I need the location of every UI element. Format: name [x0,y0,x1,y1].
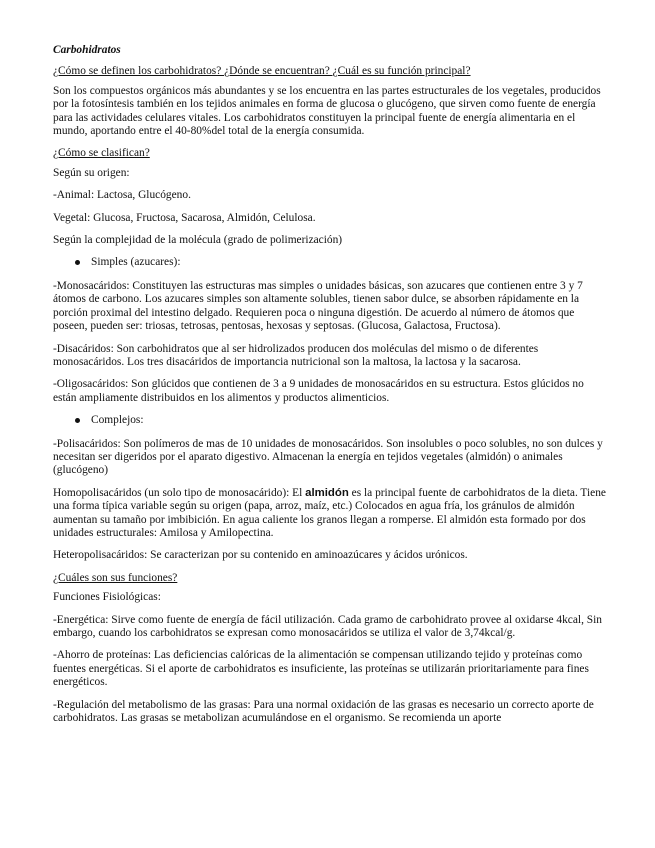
bullet-icon [75,260,80,265]
document-title: Carbohidratos [53,44,121,56]
paragraph-oligosaccharides: -Oligosacáridos: Son glúcidos que contienen de 3 a 9 unidades de monosacáridos en su estructura. Estos glúcidos no están ampliamente distribuidos en los alimentos y productos alimenticios. [53,378,584,404]
bullet-simple-label: Simples (azucares): [91,256,181,269]
paragraph-homopolysaccharides [53,487,606,541]
homo-text-start: Homopolisacáridos (un solo tipo de monosacárido): El [53,486,306,499]
text-physiological-functions: Funciones Fisiológicas: [53,591,161,604]
paragraph-protein-sparing: -Ahorro de proteínas: Las deficiencias calóricas de la alimentación se compensan utilizando tejido y proteínas como fuentes energéticas. Si el aporte de carbohidratos es insuficiente, las proteínas se utilizarán prioritariamente para fines energéticos. [53,649,589,689]
document-page [53,44,606,734]
paragraph-monosaccharides: -Monosacáridos: Constituyen las estructuras mas simples o unidades básicas, son azucares que contienen entre 3 y 7 átomos de carbono. Los azucares simples son altamente solubles, tienen sabor dulce, se absorben rápidamente en la porción proximal del intestino delgado. Requieren poca o ninguna digestión. De acuerdo al número de átomos que poseen, pueden ser: triosas, tetrosas, pentosas, hexosas y septosas. (Glucosa, Galactosa, Fructosa). [53,279,583,333]
paragraph-definition: Son los compuestos orgánicos más abundantes y se los encuentra en las partes estructurales de los vegetales, producidos por la fotosíntesis también en los tejidos animales en forma de glucosa o glucógeno, que sirven como fuente de energía para las actividades celulares vitales. Los carbohidratos constituyen la principal fuente de energía alimentaria en el mundo, aportando entre el 40-80%del total de la energía consumida. [53,84,601,138]
paragraph-disaccharides: -Disacáridos: Son carbohidratos que al ser hidrolizados producen dos moléculas del mismo o de diferentes monosacáridos. Los tres disacáridos de importancia nutricional son la maltosa, la lactosa y la sacarosa. [53,342,539,368]
paragraph-energetic: -Energética: Sirve como fuente de energía de fácil utilización. Cada gramo de carbohidrato provee al oxidarse 4kcal, Sin embargo, cuando los carbohidratos se expresan como monosacáridos se utiliza el valor de 3,74kcal/g. [53,613,602,639]
bullet-complex [53,414,606,427]
question-definition: ¿Cómo se definen los carbohidratos? ¿Dónde se encuentran? ¿Cuál es su función principal? [53,65,471,78]
text-complexity: Según la complejidad de la molécula (grado de polimerización) [53,234,343,247]
question-functions: ¿Cuáles son sus funciones? [53,571,178,584]
text-vegetal: Vegetal: Glucosa, Fructosa, Sacarosa, Almidón, Celulosa. [53,211,316,224]
text-origin: Según su origen: [53,166,130,179]
paragraph-fat-metabolism: -Regulación del metabolismo de las grasas: Para una normal oxidación de las grasas es necesario un correcto aporte de carbohidratos. Las grasas se metabolizan acumulándose en el organismo. Se recomienda un aporte [53,698,594,725]
homo-text-end: es la principal fuente de carbohidratos de la dieta. Tiene una forma típica variable según su origen (papa, arroz, maíz, etc.) Colocados en agua fría, los gránulos de almidón aumentan su tamaño por imbibición. En agua caliente los granos llegan a romperse. El almidón esta formado por dos unidades estructurales: Amilosa y Amilopectina. [53,486,606,539]
bullet-complex-label: Complejos: [91,414,144,427]
bullet-icon [75,418,80,423]
bullet-simple [53,256,606,269]
homo-bold-term: almidón [305,486,349,499]
paragraph-heteropolysaccharides: Heteropolisacáridos: Se caracterizan por su contenido en aminoazúcares y ácidos urónicos. [53,549,468,562]
paragraph-polysaccharides: -Polisacáridos: Son polímeros de mas de 10 unidades de monosacáridos. Son insolubles o poco solubles, no son dulces y necesitan ser digeridos por el aparato digestivo. Almacenan la energía en tejidos vegetales (almidón) o animales (glucógeno) [53,437,603,477]
text-animal: -Animal: Lactosa, Glucógeno. [53,189,191,202]
question-classification: ¿Cómo se clasifican? [53,147,150,160]
